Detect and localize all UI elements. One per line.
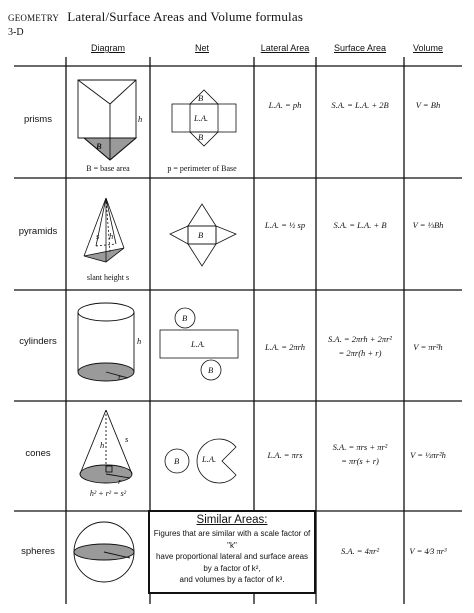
sphere-diagram (74, 522, 134, 582)
row-label-cylinders: cylinders (19, 336, 57, 347)
cylinder-lateral-area: L.A. = 2πrh (264, 342, 306, 352)
similar-areas-line1: Figures that are similar with a scale factor of (153, 529, 311, 538)
cone-net-base-label: B (174, 456, 180, 466)
cone-caption: h² + r² = s² (89, 489, 127, 498)
cylinder-radius-label: r (118, 372, 122, 382)
cone-lateral-area: L.A. = πrs (267, 450, 303, 460)
pyramid-net-base-label: B (198, 230, 204, 240)
cylinder-surface-area-line1: S.A. = 2πrh + 2πr² (328, 334, 392, 344)
cone-diagram (80, 410, 132, 483)
row-label-cones: cones (25, 448, 51, 459)
column-header-lateral-area: Lateral Area (260, 43, 310, 53)
pyramid-slant-label: s (96, 231, 100, 241)
cone-height-label: h (100, 440, 105, 450)
row-label-pyramids: pyramids (18, 226, 58, 237)
column-header-net: Net (194, 43, 209, 53)
column-header-volume: Volume (412, 43, 444, 53)
prism-net-mid-label: L.A. (194, 113, 209, 123)
row-label-prisms: prisms (24, 114, 52, 125)
cone-surface-area-line1: S.A. = πrs + πr² (332, 442, 388, 452)
cylinder-net-mid-label: L.A. (191, 339, 206, 349)
prism-base-label: B (96, 141, 102, 151)
unit-label: 3-D (8, 27, 24, 38)
prism-lateral-area: L.A. = ph (268, 100, 302, 110)
similar-areas-line3: have proportional lateral and surface areas (155, 552, 309, 561)
cylinder-surface-area-line2: = 2πr(h + r) (338, 348, 382, 358)
similar-areas-line2: "k" (227, 540, 237, 550)
prism-net-top-label: B (198, 93, 204, 103)
similar-areas-title: Similar Areas: (196, 514, 268, 526)
column-header-surface-area: Surface Area (333, 43, 387, 53)
cylinder-net-top-label: B (182, 313, 188, 323)
prism-diagram (78, 80, 136, 160)
pyramid-surface-area: S.A. = L.A. + B (333, 220, 387, 230)
pyramid-diagram (84, 198, 124, 262)
cone-surface-area-line2: = πr(s + r) (341, 456, 379, 466)
cone-volume: V = ⅓πr²h (410, 450, 446, 460)
pyramid-caption: slant height s (86, 273, 130, 282)
course-label: GEOMETRY (8, 13, 59, 23)
pyramid-volume: V = ⅓Bh (412, 220, 444, 230)
column-header-diagram: Diagram (90, 43, 125, 53)
similar-areas-box (148, 510, 316, 594)
similar-areas-line5: and volumes by a factor of k³. (179, 575, 285, 584)
cone-slant-label: s (125, 434, 129, 444)
cylinder-volume: V = πr²h (413, 342, 443, 352)
pyramid-height-label: h (109, 231, 114, 241)
prism-height-label: h (138, 114, 143, 124)
sphere-surface-area: S.A. = 4πr² (340, 546, 380, 556)
pyramid-lateral-area: L.A. = ½ sp (264, 220, 306, 230)
prism-net-caption: p = perimeter of Base (167, 164, 237, 173)
cone-net-lateral-label: L.A. (202, 454, 217, 464)
sphere-volume: V = 4⁄3 πr³ (409, 546, 447, 556)
cone-radius-label: r (118, 476, 122, 486)
page-title: Lateral/Surface Areas and Volume formulas (67, 9, 304, 24)
prism-volume: V = Bh (415, 100, 441, 110)
prism-net-bot-label: B (198, 132, 204, 142)
row-label-spheres: spheres (21, 546, 55, 557)
prism-caption: B = base area (86, 164, 130, 173)
cylinder-diagram (78, 303, 134, 381)
cylinder-net-bot-label: B (208, 365, 214, 375)
prism-surface-area: S.A. = L.A. + 2B (331, 100, 389, 110)
similar-areas-line4: by a factor of k², (203, 563, 261, 573)
cylinder-height-label: h (137, 336, 142, 346)
